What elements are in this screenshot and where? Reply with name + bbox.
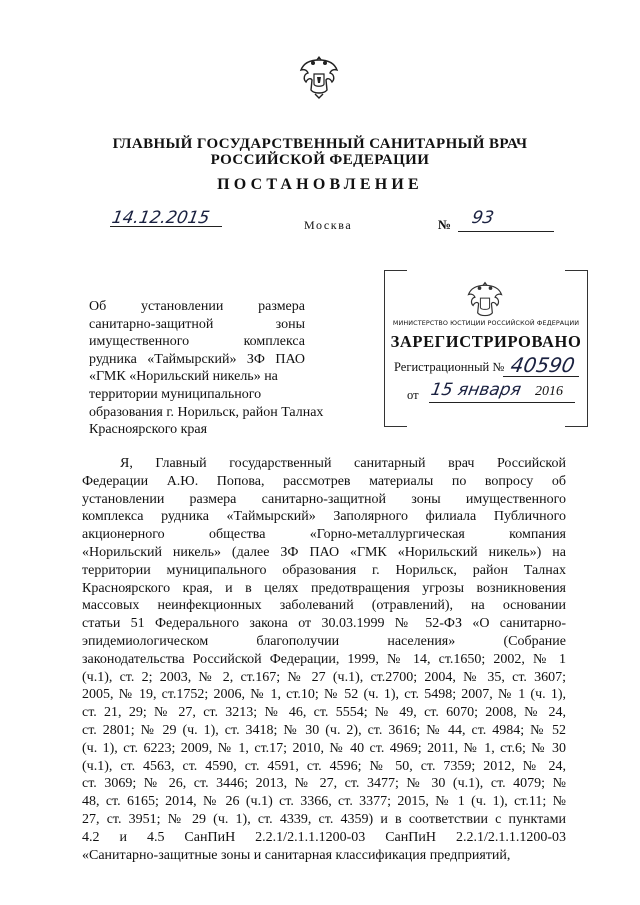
body-line: «Норильский никель» (далее ЗФ ПАО «ГМК «Норильский никель») на	[82, 544, 566, 560]
stamp-coat-of-arms-icon	[465, 278, 505, 322]
body-line: ст. 2801; № 29 (ч. 1), ст. 3418; № 30 (ч. 2), ст. 3616; № 44, ст. 4984; № 52	[82, 722, 566, 738]
document-subject	[89, 298, 324, 439]
body-line: ст. 3069; № 26, ст. 3446; 2013, № 27, ст. 3477; № 30 (ч.1), ст. 4079; №	[82, 776, 566, 792]
body-line: статьи 51 Федерального закона от 30.03.1999 № 52-ФЗ «О санитарно-	[82, 616, 566, 632]
stamp-registered: ЗАРЕГИСТРИРОВАНО	[390, 332, 582, 351]
document-city: Москва	[304, 218, 353, 232]
body-line: Красноярского края, и в целях предотвращения угрозы возникновения	[82, 580, 566, 596]
stamp-from-label: от	[407, 388, 419, 402]
document-body	[82, 455, 566, 864]
stamp-year: 2016	[535, 384, 563, 399]
body-line: комплекса рудника «Таймырский» Заполярного филиала Публичного	[82, 509, 566, 525]
stamp-number-label: Регистрационный №	[394, 360, 505, 374]
registration-stamp	[384, 270, 588, 427]
subject-line: санитарно-защитной зоны	[89, 316, 305, 332]
coat-of-arms-icon	[298, 52, 340, 100]
body-line: 2005, № 19, ст.1752; 2006, № 1, ст.10; № 52 (ч. 1), ст. 5498; 2007, № 1 (ч. 1),	[82, 687, 566, 703]
issuer-line-2: РОССИЙСКОЙ ФЕДЕРАЦИИ	[210, 152, 430, 168]
body-line: акционерного общества «Горно-металлургическая компания	[82, 527, 566, 543]
body-line: Я, Главный государственный санитарный врач Российской	[120, 456, 566, 471]
body-line: (ч.1), ст. 2; 2003, № 2, ст.167; № 27 (ч.1), ст.2700; 2004, № 35, ст. 3607;	[82, 669, 566, 685]
body-line: (ч. 1), ст. 6223; 2009, № 1, ст.17; 2010, № 40 ст. 4969; 2011, № 1, ст.6; № 30	[82, 740, 566, 756]
document-title: ПОСТАНОВЛЕНИЕ	[217, 176, 423, 193]
stamp-date: 15 января	[429, 380, 523, 400]
body-line: 27, ст. 3951; № 29 (ч. 1), ст. 4339, ст. 4359) и в соответствии с пунктами	[82, 811, 566, 827]
body-line: (ч.1), ст. 4563, ст. 4590, ст. 4591, ст. 4596; № 50, ст. 7359; 2012, № 24,	[82, 758, 566, 774]
body-line: установлении размера санитарно-защитной зоны имущественного	[82, 491, 566, 507]
number-label: №	[438, 217, 452, 232]
number-underline	[458, 231, 554, 232]
stamp-date-underline	[429, 402, 575, 403]
stamp-ministry: МИНИСТЕРСТВО ЮСТИЦИИ РОССИЙСКОЙ ФЕДЕРАЦИИ	[392, 319, 580, 327]
date-underline	[110, 226, 222, 227]
body-line: массовых неинфекционных заболеваний (отравлений), на основании	[82, 598, 566, 614]
subject-line: образования г. Норильск, район Талнах	[89, 404, 324, 420]
issuer-line-1: ГЛАВНЫЙ ГОСУДАРСТВЕННЫЙ САНИТАРНЫЙ ВРАЧ	[112, 136, 528, 152]
stamp-number-underline	[503, 376, 579, 377]
subject-line: рудника «Таймырский» ЗФ ПАО	[89, 351, 305, 367]
subject-line: территории муниципального	[89, 386, 262, 402]
document-number: 93	[470, 208, 496, 228]
body-line: Федерации А.Ю. Попова, рассмотрев материалы по вопросу об	[82, 473, 566, 489]
document-date: 14.12.2015	[110, 208, 212, 228]
subject-line: имущественного комплекса	[89, 334, 305, 350]
body-line: территории муниципального образования г. Норильск, район Талнах	[82, 562, 566, 578]
body-line: «Санитарно-защитные зоны и санитарная классификация предприятий,	[82, 847, 511, 863]
subject-line: Красноярского края	[89, 422, 208, 438]
body-line: ст. 21, 29; № 27, ст. 3213; № 46, ст. 5554; № 49, ст. 6070; 2008, № 24,	[82, 705, 566, 721]
body-line: эпидемиологическом благополучии населения» (Собрание	[82, 633, 566, 649]
stamp-number: 40590	[508, 353, 577, 377]
body-line: 48, ст. 6165; 2014, № 26 (ч.1) ст. 3366, ст. 3377; 2015, № 1 (ч. 1), ст.11; №	[82, 794, 566, 810]
body-line: законодательства Российской Федерации, 1999, № 14, ст.1650; 2002, № 1	[82, 651, 566, 667]
body-line: 4.2 и 4.5 СанПиН 2.2.1/2.1.1.1200-03 СанПиН 2.2.1/2.1.1.1200-03	[82, 829, 566, 845]
subject-line: Об установлении размера	[89, 299, 305, 314]
subject-line: «ГМК «Норильский никель» на	[89, 369, 278, 385]
